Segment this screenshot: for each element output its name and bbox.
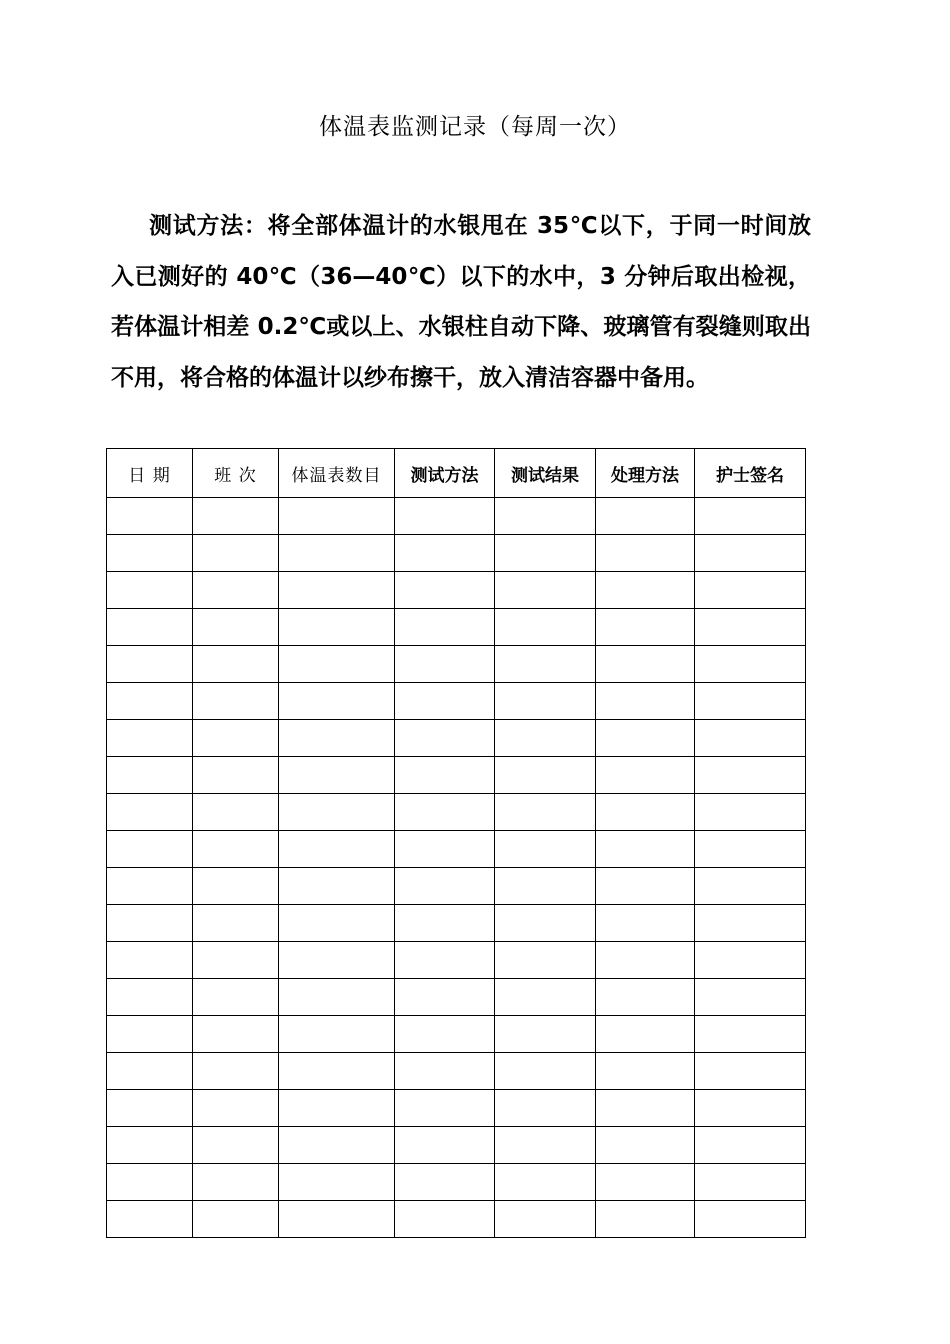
table-cell[interactable] — [596, 683, 695, 720]
table-header-row — [107, 449, 806, 498]
table-cell[interactable] — [279, 572, 395, 609]
table-cell[interactable] — [495, 831, 596, 868]
table-row — [107, 1127, 806, 1164]
table-row — [107, 905, 806, 942]
header-test-method: 测试方法 — [395, 449, 495, 498]
table-cell[interactable] — [193, 979, 279, 1016]
table-cell[interactable] — [193, 1164, 279, 1201]
table-cell[interactable] — [395, 609, 495, 646]
table-cell[interactable] — [596, 720, 695, 757]
table-cell[interactable] — [193, 609, 279, 646]
header-thermometer-count: 体温表数目 — [279, 449, 395, 498]
table-cell[interactable] — [279, 1090, 395, 1127]
table-cell[interactable] — [695, 1016, 806, 1053]
thermometer-record-table — [106, 448, 806, 1238]
table-cell[interactable] — [395, 1127, 495, 1164]
table-cell[interactable] — [395, 1201, 495, 1238]
table-cell[interactable] — [193, 757, 279, 794]
table-cell[interactable] — [596, 979, 695, 1016]
table-cell[interactable] — [596, 1053, 695, 1090]
header-date: 日 期 — [107, 449, 193, 498]
table-cell[interactable] — [107, 1127, 193, 1164]
table-cell[interactable] — [695, 1164, 806, 1201]
table-cell[interactable] — [395, 535, 495, 572]
table-cell[interactable] — [193, 794, 279, 831]
table-cell[interactable] — [495, 979, 596, 1016]
table-cell[interactable] — [395, 683, 495, 720]
table-cell[interactable] — [695, 905, 806, 942]
table-row — [107, 646, 806, 683]
table-cell[interactable] — [395, 942, 495, 979]
table-cell[interactable] — [279, 868, 395, 905]
table-cell[interactable] — [596, 572, 695, 609]
table-row — [107, 572, 806, 609]
table-row — [107, 831, 806, 868]
table-cell[interactable] — [596, 757, 695, 794]
table-row — [107, 757, 806, 794]
table-row — [107, 535, 806, 572]
table-cell[interactable] — [107, 646, 193, 683]
table-cell[interactable] — [495, 1127, 596, 1164]
table-cell[interactable] — [193, 942, 279, 979]
table-cell[interactable] — [279, 979, 395, 1016]
table-cell[interactable] — [695, 572, 806, 609]
table-cell[interactable] — [279, 498, 395, 535]
table-cell[interactable] — [596, 794, 695, 831]
table-cell[interactable] — [495, 1053, 596, 1090]
table-cell[interactable] — [695, 1127, 806, 1164]
table-row — [107, 498, 806, 535]
table-cell[interactable] — [596, 535, 695, 572]
table-cell[interactable] — [596, 1127, 695, 1164]
table-cell[interactable] — [279, 1127, 395, 1164]
table-cell[interactable] — [107, 609, 193, 646]
table-cell[interactable] — [193, 905, 279, 942]
test-method-instructions: 测试方法：将全部体温计的水银甩在 35℃以下，于同一时间放入已测好的 40℃（36—40℃）以下的水中，3 分钟后取出检视，若体温计相差 0.2℃或以上、水银柱自动下降、玻璃管有裂缝则取出不用，将合格的体温计以纱布擦干，放入清洁容器中备用。 — [111, 213, 811, 391]
table-row — [107, 1016, 806, 1053]
table-cell[interactable] — [395, 979, 495, 1016]
table-cell[interactable] — [395, 831, 495, 868]
table-cell[interactable] — [596, 905, 695, 942]
table-cell[interactable] — [495, 683, 596, 720]
header-shift: 班 次 — [193, 449, 279, 498]
table-cell[interactable] — [495, 572, 596, 609]
table-cell[interactable] — [596, 498, 695, 535]
table-cell[interactable] — [193, 683, 279, 720]
table-cell[interactable] — [107, 979, 193, 1016]
table-cell[interactable] — [695, 831, 806, 868]
table-cell[interactable] — [193, 1090, 279, 1127]
table-cell[interactable] — [695, 979, 806, 1016]
header-handling-method: 处理方法 — [596, 449, 695, 498]
table-cell[interactable] — [695, 1090, 806, 1127]
table-cell[interactable] — [695, 1053, 806, 1090]
table-cell[interactable] — [695, 868, 806, 905]
table-cell[interactable] — [395, 757, 495, 794]
table-cell[interactable] — [695, 535, 806, 572]
table-cell[interactable] — [495, 1164, 596, 1201]
table-cell[interactable] — [107, 868, 193, 905]
table-cell[interactable] — [107, 942, 193, 979]
table-cell[interactable] — [395, 572, 495, 609]
table-cell[interactable] — [495, 1201, 596, 1238]
table-cell[interactable] — [495, 905, 596, 942]
page-title: 体温表监测记录（每周一次） — [319, 114, 631, 140]
header-nurse-signature: 护士签名 — [695, 449, 806, 498]
table-cell[interactable] — [495, 1016, 596, 1053]
table-cell[interactable] — [279, 794, 395, 831]
table-cell[interactable] — [395, 720, 495, 757]
table-row — [107, 868, 806, 905]
table-row — [107, 609, 806, 646]
table-cell[interactable] — [495, 757, 596, 794]
table-cell[interactable] — [193, 498, 279, 535]
table-cell[interactable] — [395, 1164, 495, 1201]
table-cell[interactable] — [596, 868, 695, 905]
table-cell[interactable] — [596, 942, 695, 979]
table-cell[interactable] — [193, 831, 279, 868]
table-cell[interactable] — [495, 609, 596, 646]
table-cell[interactable] — [107, 831, 193, 868]
table-cell[interactable] — [193, 1053, 279, 1090]
table-cell[interactable] — [279, 1201, 395, 1238]
table-cell[interactable] — [596, 1090, 695, 1127]
table-cell[interactable] — [395, 1016, 495, 1053]
table-row — [107, 1164, 806, 1201]
table-cell[interactable] — [395, 868, 495, 905]
table-row — [107, 794, 806, 831]
table-cell[interactable] — [279, 720, 395, 757]
table-cell[interactable] — [596, 1016, 695, 1053]
table-cell[interactable] — [279, 683, 395, 720]
table-cell[interactable] — [279, 1053, 395, 1090]
table-cell[interactable] — [395, 794, 495, 831]
table-cell[interactable] — [495, 1090, 596, 1127]
table-cell[interactable] — [107, 1201, 193, 1238]
table-cell[interactable] — [695, 942, 806, 979]
table-cell[interactable] — [107, 794, 193, 831]
table-cell[interactable] — [107, 498, 193, 535]
table-cell[interactable] — [395, 1053, 495, 1090]
table-row — [107, 720, 806, 757]
table-cell[interactable] — [695, 498, 806, 535]
table-cell[interactable] — [495, 646, 596, 683]
table-cell[interactable] — [279, 646, 395, 683]
table-cell[interactable] — [495, 498, 596, 535]
table-cell[interactable] — [193, 572, 279, 609]
table-cell[interactable] — [107, 1053, 193, 1090]
table-row — [107, 1053, 806, 1090]
table-cell[interactable] — [279, 942, 395, 979]
table-cell[interactable] — [495, 794, 596, 831]
table-row — [107, 942, 806, 979]
table-cell[interactable] — [279, 609, 395, 646]
table-row — [107, 683, 806, 720]
table-row — [107, 1201, 806, 1238]
table-row — [107, 1090, 806, 1127]
table-cell[interactable] — [279, 757, 395, 794]
table-cell[interactable] — [695, 720, 806, 757]
table-cell[interactable] — [695, 646, 806, 683]
table-cell[interactable] — [395, 498, 495, 535]
table-cell[interactable] — [279, 535, 395, 572]
table-cell[interactable] — [596, 1164, 695, 1201]
table-cell[interactable] — [495, 720, 596, 757]
table-cell[interactable] — [495, 942, 596, 979]
table-cell[interactable] — [107, 1090, 193, 1127]
table-cell[interactable] — [193, 1201, 279, 1238]
table-cell[interactable] — [107, 720, 193, 757]
table-row — [107, 979, 806, 1016]
table-cell[interactable] — [596, 646, 695, 683]
table-cell[interactable] — [695, 757, 806, 794]
table-cell[interactable] — [596, 831, 695, 868]
table-cell[interactable] — [279, 831, 395, 868]
table-cell[interactable] — [495, 535, 596, 572]
table-cell[interactable] — [279, 1164, 395, 1201]
table-cell[interactable] — [695, 1201, 806, 1238]
table-cell[interactable] — [695, 683, 806, 720]
table-cell[interactable] — [193, 868, 279, 905]
table-cell[interactable] — [107, 905, 193, 942]
table-cell[interactable] — [193, 535, 279, 572]
table-cell[interactable] — [107, 1016, 193, 1053]
table-cell[interactable] — [695, 794, 806, 831]
table-cell[interactable] — [193, 1016, 279, 1053]
table-cell[interactable] — [279, 905, 395, 942]
table-cell[interactable] — [107, 683, 193, 720]
table-cell[interactable] — [107, 572, 193, 609]
table-body — [107, 498, 806, 1238]
table-cell[interactable] — [193, 646, 279, 683]
table-cell[interactable] — [596, 1201, 695, 1238]
table-cell[interactable] — [395, 646, 495, 683]
table-cell[interactable] — [279, 1016, 395, 1053]
table-cell[interactable] — [107, 535, 193, 572]
table-cell[interactable] — [695, 609, 806, 646]
table-cell[interactable] — [395, 905, 495, 942]
table-cell[interactable] — [107, 757, 193, 794]
table-cell[interactable] — [596, 609, 695, 646]
table-cell[interactable] — [193, 1127, 279, 1164]
table-cell[interactable] — [193, 720, 279, 757]
table-cell[interactable] — [495, 868, 596, 905]
table-cell[interactable] — [395, 1090, 495, 1127]
table-cell[interactable] — [107, 1164, 193, 1201]
header-test-result: 测试结果 — [495, 449, 596, 498]
